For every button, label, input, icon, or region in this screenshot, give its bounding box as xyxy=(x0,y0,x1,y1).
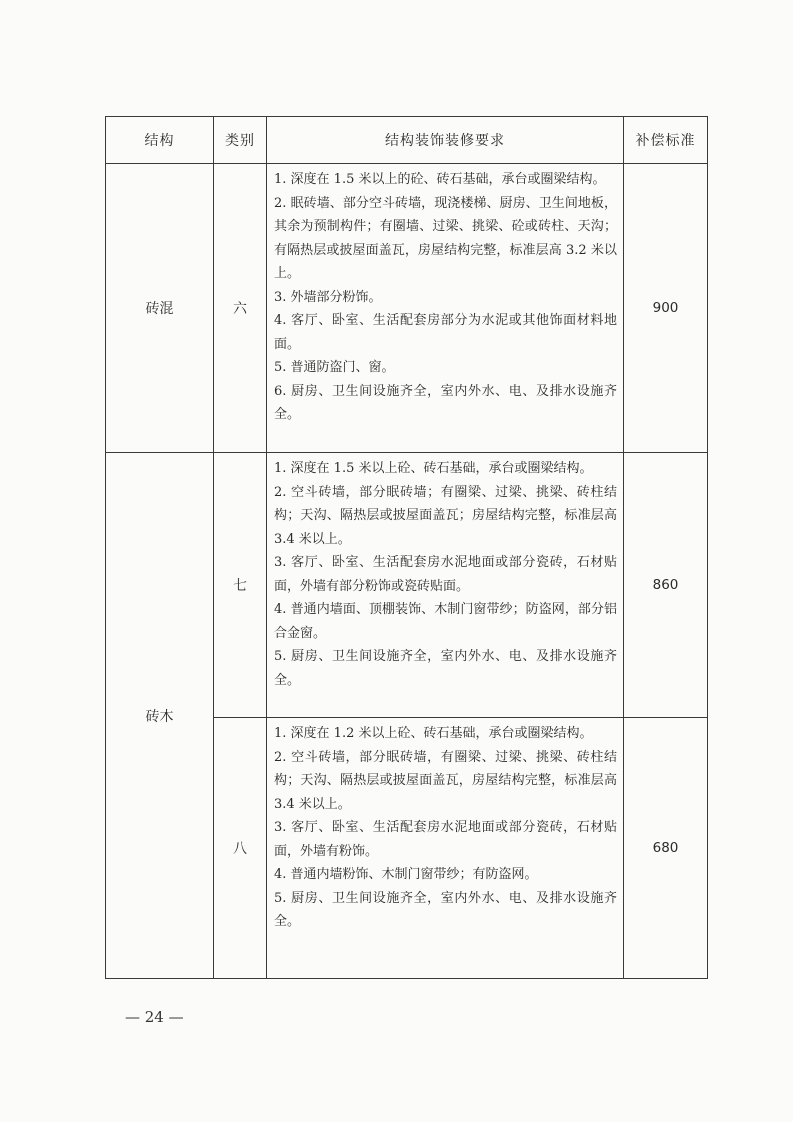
requirement-item: 5. 普通防盗门、窗。 xyxy=(274,360,395,375)
table-row xyxy=(106,164,708,453)
requirement-item: 1. 深度在 1.5 米以上的砼、砖石基础，承台或圈梁结构。 xyxy=(274,172,606,187)
requirement-item: 6. 厨房、卫生间设施齐全，室内外水、电、及排水设施齐全。 xyxy=(274,383,617,422)
requirement-item: 1. 深度在 1.5 米以上砼、砖石基础，承台或圈梁结构。 xyxy=(274,461,593,476)
compensation-standards-table xyxy=(105,116,708,979)
requirement-item: 4. 普通内墙粉饰、木制门窗带纱；有防盗网。 xyxy=(274,867,538,882)
requirements-cell xyxy=(267,164,624,453)
requirement-item: 3. 客厅、卧室、生活配套房水泥地面或部分瓷砖，石材贴面，外墙有部分粉饰或瓷砖贴面。 xyxy=(274,555,617,594)
requirement-item: 2. 空斗砖墙，部分眠砖墙，有圈梁、过梁、挑梁、砖柱结构；天沟、隔热层或披屋面盖瓦，房屋结构完整，标准层高 3.4 米以上。 xyxy=(274,749,617,812)
standard-cell: 860 xyxy=(624,453,708,718)
category-cell: 七 xyxy=(214,453,267,718)
requirement-item: 4. 客厅、卧室、生活配套房部分为水泥或其他饰面材料地面。 xyxy=(274,313,617,352)
requirements-cell xyxy=(267,453,624,718)
requirement-item: 2. 眠砖墙、部分空斗砖墙，现浇楼梯、厨房、卫生间地板，其余为预制构件；有圈墙、过梁、挑梁、砼或砖柱、天沟；有隔热层或披屋面盖瓦，房屋结构完整，标准层高 3.2 米以上。 xyxy=(274,195,617,281)
requirement-item: 4. 普通内墙面、顶棚装饰、木制门窗带纱；防盗网，部分铝合金窗。 xyxy=(274,602,617,641)
requirements-cell xyxy=(267,718,624,979)
header-standard: 补偿标准 xyxy=(624,117,708,164)
standard-cell: 900 xyxy=(624,164,708,453)
standard-cell: 680 xyxy=(624,718,708,979)
header-category: 类别 xyxy=(214,117,267,164)
page-number: — 24 — xyxy=(125,1008,184,1026)
requirement-item: 3. 客厅、卧室、生活配套房水泥地面或部分瓷砖，石材贴面，外墙有粉饰。 xyxy=(274,820,617,859)
category-cell: 六 xyxy=(214,164,267,453)
requirement-item: 3. 外墙部分粉饰。 xyxy=(274,289,382,305)
requirement-item: 2. 空斗砖墙，部分眠砖墙；有圈梁、过梁、挑梁、砖柱结构；天沟、隔热层或披屋面盖瓦；房屋结构完整，标准层高 3.4 米以上。 xyxy=(274,484,617,547)
table-header-row xyxy=(106,117,708,164)
structure-cell: 砖木 xyxy=(106,453,214,979)
requirement-item: 5. 厨房、卫生间设施齐全，室内外水、电、及排水设施齐全。 xyxy=(274,890,617,929)
header-structure: 结构 xyxy=(106,117,214,164)
requirement-item: 5. 厨房、卫生间设施齐全，室内外水、电、及排水设施齐全。 xyxy=(274,649,617,688)
requirement-item: 1. 深度在 1.2 米以上砼、砖石基础，承台或圈梁结构。 xyxy=(274,726,593,741)
category-cell: 八 xyxy=(214,718,267,979)
header-requirements: 结构装饰装修要求 xyxy=(267,117,624,164)
structure-cell: 砖混 xyxy=(106,164,214,453)
table-row xyxy=(106,453,708,718)
